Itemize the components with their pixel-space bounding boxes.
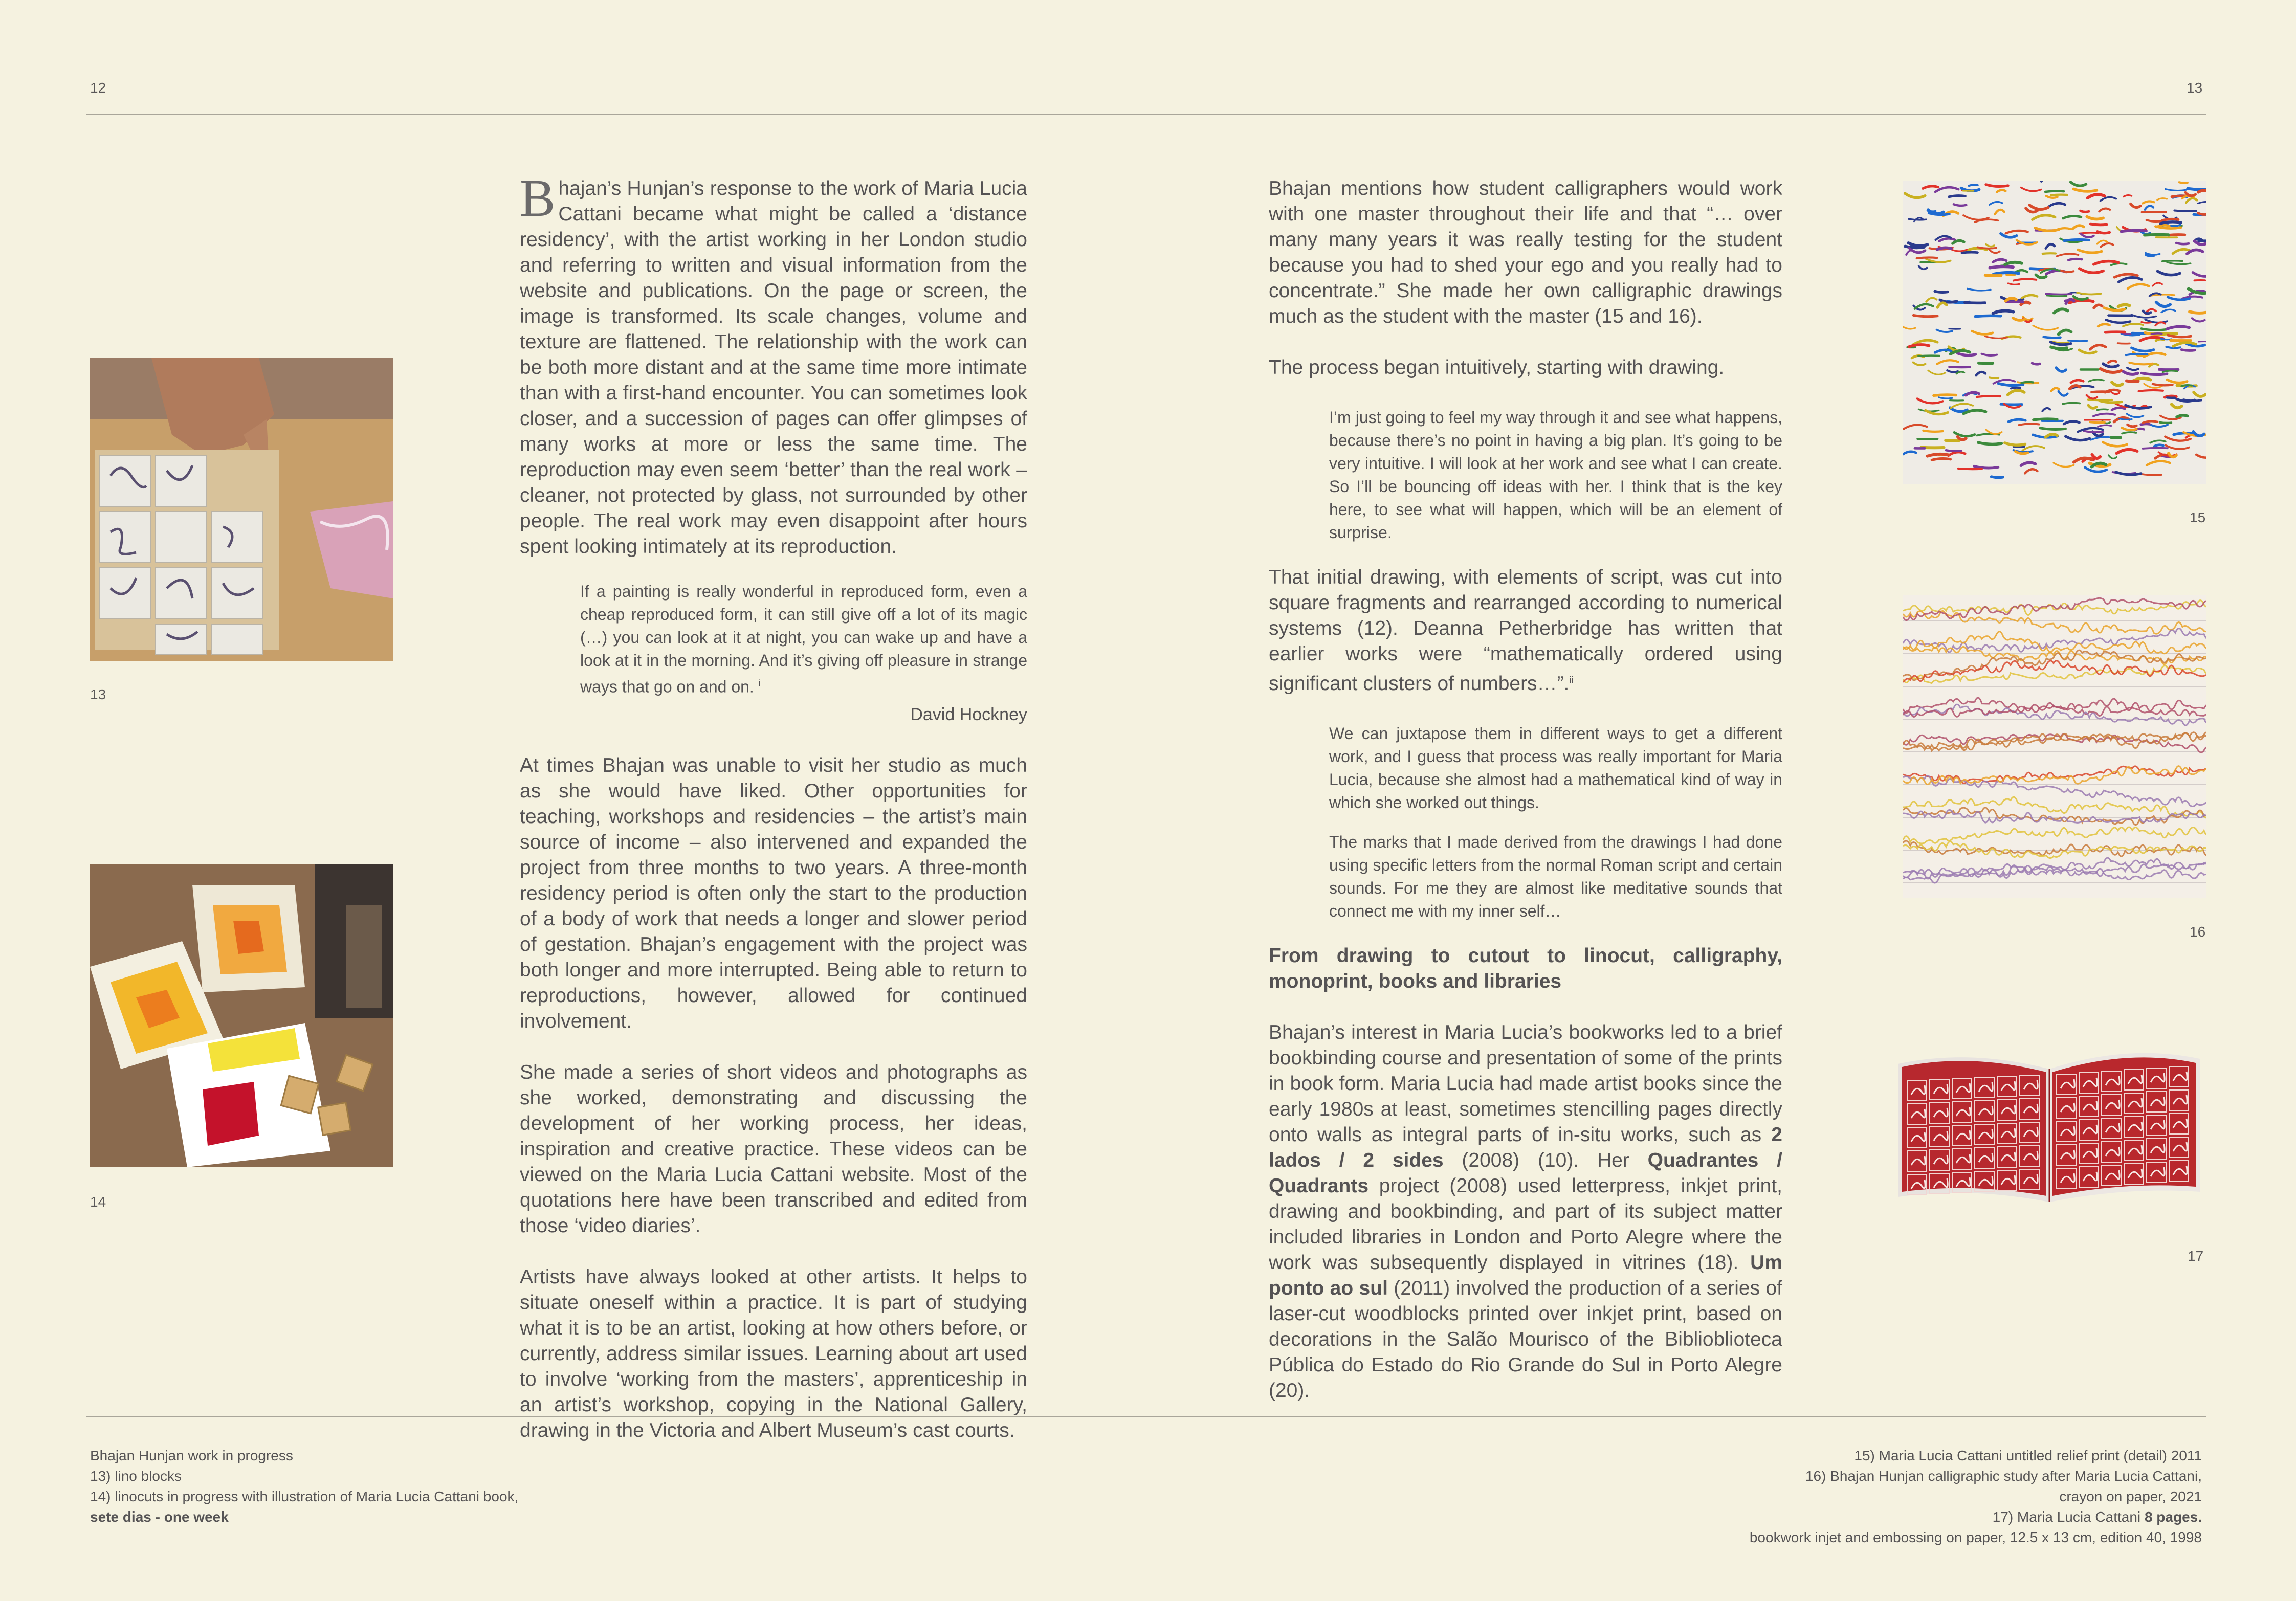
figure-13-label: 13 (90, 686, 106, 702)
figure-15-relief-print (1903, 181, 2206, 484)
work-title-quadrantes: Quadrantes / Quadrants (1269, 1149, 1783, 1197)
caption-left-line-1: Bhajan Hunjan work in progress (90, 1448, 293, 1463)
captions-left (90, 1446, 518, 1527)
right-text-column (1269, 176, 1782, 1429)
figure-14-linocuts-photo (90, 864, 393, 1167)
left-text-column (520, 169, 1027, 1469)
caption-right-line-5: bookwork injet and embossing on paper, 12.5 x 13 cm, edition 40, 1998 (1749, 1529, 2202, 1545)
caption-left-line-3: 14) linocuts in progress with illustration of Maria Lucia Cattani book, (90, 1488, 519, 1504)
hockney-quote: If a painting is really wonderful in reproduced form, even a cheap reproduced form, it can still give off a lot of its magic (…) you can look at it at night, you can wake up and have a look at it in the morning. And it’s giving off pleasure in strange ways that go on and on. $^i$ (580, 582, 1027, 696)
juxtapose-quote: We can juxtapose them in different ways to get a different work, and I guess that process was really important for Maria Lucia, because she almost had a mathematical kind of way in which she worked out things. (1329, 724, 1782, 812)
left-paragraph-4: Artists have always looked at other artists. It helps to situate oneself within a practice. It is part of studying what it is to be an artist, looking at how others before, or currently, address similar issues. Learning about art used to involve ‘working from the masters’, apprenticeship in an artist’s workshop, copying in the National Gallery, drawing in the Victoria and Albert Museum’s cast courts. (520, 1265, 1027, 1441)
right-paragraph-4: Bhajan’s interest in Maria Lucia’s bookworks led to a brief bookbinding course and presentation of some of the prints in book form. Maria Lucia had made artist books since the early 1980s at least, sometimes stencilling pages directly onto walls as integral parts of in-situ works, such as 2 lados / 2 sides (2008) (10). Her Quadrantes / Quadrants project (2008) used letterpress, inkjet print, drawing and bookbinding, and part of its subject matter included libraries in London and Porto Alegre where the work was subsequently displayed in vitrines (18). Um ponto ao sul (2011) involved the production of a series of laser-cut woodblocks printed over inkjet print, based on decorations in the Salão Mourisco of the Biblioblioteca Pública do Estado do Rio Grande do Sul in Porto Alegre (20). (1269, 1021, 1783, 1402)
left-paragraph-2: At times Bhajan was unable to visit her studio as much as she would have liked. Other opportunities for teaching, workshops and residencies – the artist’s main source of income – also intervened and expanded the project from three months to two years. A three-month residency period is often only the start to the production of a body of work that needs a longer and slower period of gestation. Bhajan’s engagement with the project was both longer and more interrupted. Being able to return to reproductions, however, allowed for continued involvement. (520, 754, 1027, 1032)
figure-16-label: 16 (2190, 924, 2206, 940)
bottom-rule (86, 1416, 2206, 1417)
figure-13-lino-blocks-photo (90, 358, 393, 661)
caption-right-line-1: 15) Maria Lucia Cattani untitled relief print (detail) 2011 (1854, 1448, 2202, 1463)
caption-left-line-2: 13) lino blocks (90, 1468, 182, 1484)
figure-15-label: 15 (2190, 509, 2206, 525)
section-subheading: From drawing to cutout to linocut, calligraphy, monoprint, books and libraries (1269, 945, 1782, 992)
caption-title-8-pages: 8 pages. (2144, 1509, 2202, 1525)
figure-14-label: 14 (90, 1194, 106, 1210)
drop-cap: B (520, 169, 556, 228)
top-rule (86, 114, 2206, 115)
right-paragraph-3: That initial drawing, with elements of script, was cut into square fragments and rearranged according to numerical systems (12). Deanna Petherbridge has written that earlier works were “mathematically ordered using significant clusters of numbers…”.$^{ii}$ (1269, 566, 1782, 695)
caption-left-line-4: sete dias - one week (90, 1509, 229, 1525)
endnote-marker-i: i (758, 678, 761, 688)
captions-right (1750, 1446, 2202, 1548)
figure-16-calligraphic-study (1903, 595, 2206, 898)
marks-quote: The marks that I made derived from the drawings I had done using specific letters from the normal Roman script and certain sounds. For me they are almost like meditative sounds that connect me with my inner self… (1329, 833, 1782, 920)
work-title-2-lados: 2 lados / 2 sides (1269, 1124, 1782, 1171)
right-paragraph-2: The process began intuitively, starting with drawing. (1269, 357, 1725, 379)
left-paragraph-3: She made a series of short videos and photographs as she worked, demonstrating and discussing the development of her working process, her ideas, inspiration and creative practice. These videos can be viewed on the Maria Lucia Cattani website. Most of the quotations here have been transcribed and edited from those ‘video diaries’. (520, 1061, 1027, 1237)
left-paragraph-1: Bhajan’s Hunjan’s response to the work of Maria Lucia Cattani became what might be called a ‘distance residency’, with the artist working in her London studio and referring to written and visual information from the website and publications. On the page or screen, the image is transformed. Its scale changes, volume and texture are flattened. The relationship with the work can be both more distant and at the same time more intimate than with a first-hand encounter. You can sometimes look closer, and a succession of pages can offer glimpses of many works at more or less the same time. The reproduction may even seem ‘better’ than the real work – cleaner, not protected by glass, not surrounded by other people. The real work may even disappoint after hours spent looking intimately at its reproduction. (520, 169, 1027, 558)
quote-attribution: David Hockney (910, 704, 1027, 724)
page-number-right: 13 (2187, 80, 2203, 96)
work-title-um-ponto-ao-sul: Um ponto ao sul (1269, 1252, 1782, 1299)
figure-17-label: 17 (2188, 1248, 2204, 1264)
page-number-left: 12 (90, 80, 106, 96)
caption-right-line-4: 17) Maria Lucia Cattani 8 pages. (1992, 1509, 2202, 1525)
endnote-marker-ii: ii (1569, 675, 1574, 685)
figure-17-open-bookwork (1893, 1033, 2206, 1202)
caption-right-line-3: crayon on paper, 2021 (2059, 1488, 2202, 1504)
intuition-quote: I’m just going to feel my way through it and see what happens, because there’s no point in having a big plan. It’s going to be very intuitive. I will look at her work and see what I can create. So I’ll be bouncing off ideas with her. I think that is the key here, to see what will happen, which will be an element of surprise. (1329, 408, 1782, 542)
right-paragraph-1: Bhajan mentions how student calligraphers would work with one master throughout their life and that “… over many many years it was really testing for the student because you had to shed your ego and you really had to concentrate.” She made her own calligraphic drawings much as the student with the master (15 and 16). (1269, 177, 1782, 327)
caption-right-line-2: 16) Bhajan Hunjan calligraphic study after Maria Lucia Cattani, (1805, 1468, 2202, 1484)
